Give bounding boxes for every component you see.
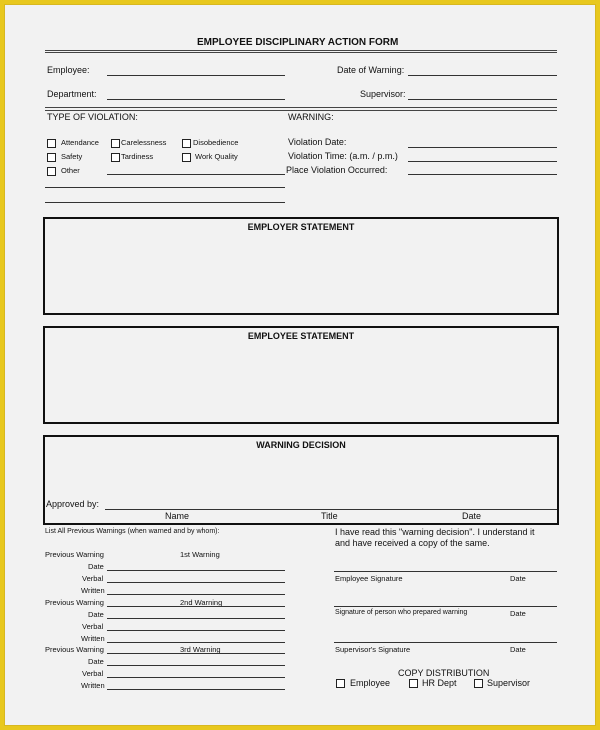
employee-statement-box[interactable] [43,326,559,424]
prev-warning-3-label: Previous Warning [45,645,104,654]
section-rule [45,107,557,108]
supervisor-copy-checkbox[interactable] [474,679,483,688]
previous-warnings-heading: List All Previous Warnings (when warned and by whom): [45,528,220,535]
prev-warning-2-label: Previous Warning [45,598,104,607]
department-label: Department: [47,89,97,99]
first-warning-label: 1st Warning [180,550,220,559]
prev-2-warning-field[interactable] [107,606,285,607]
safety-checkbox[interactable] [47,153,56,162]
prev-3-verbal-field[interactable] [107,677,285,678]
other-field[interactable] [107,174,285,175]
employer-statement-title: EMPLOYER STATEMENT [247,222,355,232]
other-label: Other [61,166,80,175]
safety-label: Safety [61,152,83,161]
supervisor-signature-field[interactable] [334,642,557,643]
employee-copy-checkbox[interactable] [336,679,345,688]
carelessness-checkbox[interactable] [111,139,120,148]
employee-statement-title: EMPLOYEE STATEMENT [247,331,355,341]
prev-1-written-field[interactable] [107,594,285,595]
tardiness-label: Tardiness [121,152,154,161]
ack-text-line2: and have received a copy of the same. [335,538,490,548]
employee-signature-label: Employee Signature [335,574,403,583]
disobedience-checkbox[interactable] [182,139,191,148]
hr-dept-copy-checkbox[interactable] [409,679,418,688]
third-warning-label: 3rd Warning [180,645,221,654]
warning-decision-title: WARNING DECISION [256,440,346,450]
employer-statement-box[interactable] [43,217,559,315]
second-warning-label: 2nd Warning [180,598,223,607]
form-title: EMPLOYEE DISCIPLINARY ACTION FORM [197,37,399,48]
warning-heading: WARNING: [288,112,334,122]
section-rule-2 [45,110,557,111]
prev-2-date-label: Date [88,610,104,619]
violation-time-label: Violation Time: (a.m. / p.m.) [288,151,398,161]
carelessness-label: Carelessness [121,138,167,147]
employee-field[interactable] [107,75,285,76]
violation-heading: TYPE OF VIOLATION: [47,112,138,122]
preparer-signature-label: Signature of person who prepared warning [335,609,468,616]
prev-2-verbal-label: Verbal [82,622,104,631]
supervisor-label: Supervisor: [360,89,406,99]
prev-1-date-field[interactable] [107,570,285,571]
preparer-signature-field[interactable] [334,606,557,607]
preparer-signature-date: Date [510,609,526,618]
prev-3-written-field[interactable] [107,689,285,690]
approved-name-label: Name [165,511,190,521]
tardiness-checkbox[interactable] [111,153,120,162]
supervisor-copy-label: Supervisor [487,678,531,688]
employee-signature-date: Date [510,574,526,583]
title-rule [45,50,557,51]
disobedience-label: Disobedience [193,138,239,147]
place-label: Place Violation Occurred: [286,165,388,175]
prev-2-written-field[interactable] [107,642,285,643]
prev-2-written-label: Written [81,634,105,643]
title-rule-2 [45,52,557,53]
supervisor-field[interactable] [408,99,557,100]
attendance-label: Attendance [61,138,99,147]
approved-title-label: Title [321,511,338,521]
employee-label: Employee: [47,65,90,75]
attendance-checkbox[interactable] [47,139,56,148]
prev-2-verbal-field[interactable] [107,630,285,631]
place-field[interactable] [408,174,557,175]
approved-by-field[interactable] [105,509,557,510]
prev-3-written-label: Written [81,681,105,690]
prev-1-verbal-field[interactable] [107,582,285,583]
prev-3-date-field[interactable] [107,665,285,666]
date-of-warning-label: Date of Warning: [337,65,405,75]
prev-3-warning-field[interactable] [107,653,285,654]
employee-signature-field[interactable] [334,571,557,572]
prev-1-written-label: Written [81,586,105,595]
other-field-2[interactable] [45,187,285,188]
copy-distribution-heading: COPY DISTRIBUTION [398,668,490,678]
violation-date-field[interactable] [408,147,557,148]
prev-2-date-field[interactable] [107,618,285,619]
work-quality-label: Work Quality [195,152,238,161]
other-checkbox[interactable] [47,167,56,176]
form-page [4,4,596,726]
approved-date-label: Date [462,511,482,521]
other-field-3[interactable] [45,202,285,203]
approved-by-label: Approved by: [46,499,100,509]
supervisor-signature-label: Supervisor's Signature [335,645,411,654]
employee-copy-label: Employee [350,678,391,688]
violation-date-label: Violation Date: [288,137,347,147]
prev-3-verbal-label: Verbal [82,669,104,678]
violation-time-field[interactable] [408,161,557,162]
supervisor-signature-date: Date [510,645,526,654]
ack-text-line1: I have read this "warning decision". I understand it [335,527,535,537]
department-field[interactable] [107,99,285,100]
prev-3-date-label: Date [88,657,104,666]
hr-dept-copy-label: HR Dept [422,678,457,688]
date-of-warning-field[interactable] [408,75,557,76]
prev-warning-1-label: Previous Warning [45,550,104,559]
prev-1-verbal-label: Verbal [82,574,104,583]
work-quality-checkbox[interactable] [182,153,191,162]
prev-1-date-label: Date [88,562,104,571]
warning-decision-box[interactable] [43,435,559,525]
